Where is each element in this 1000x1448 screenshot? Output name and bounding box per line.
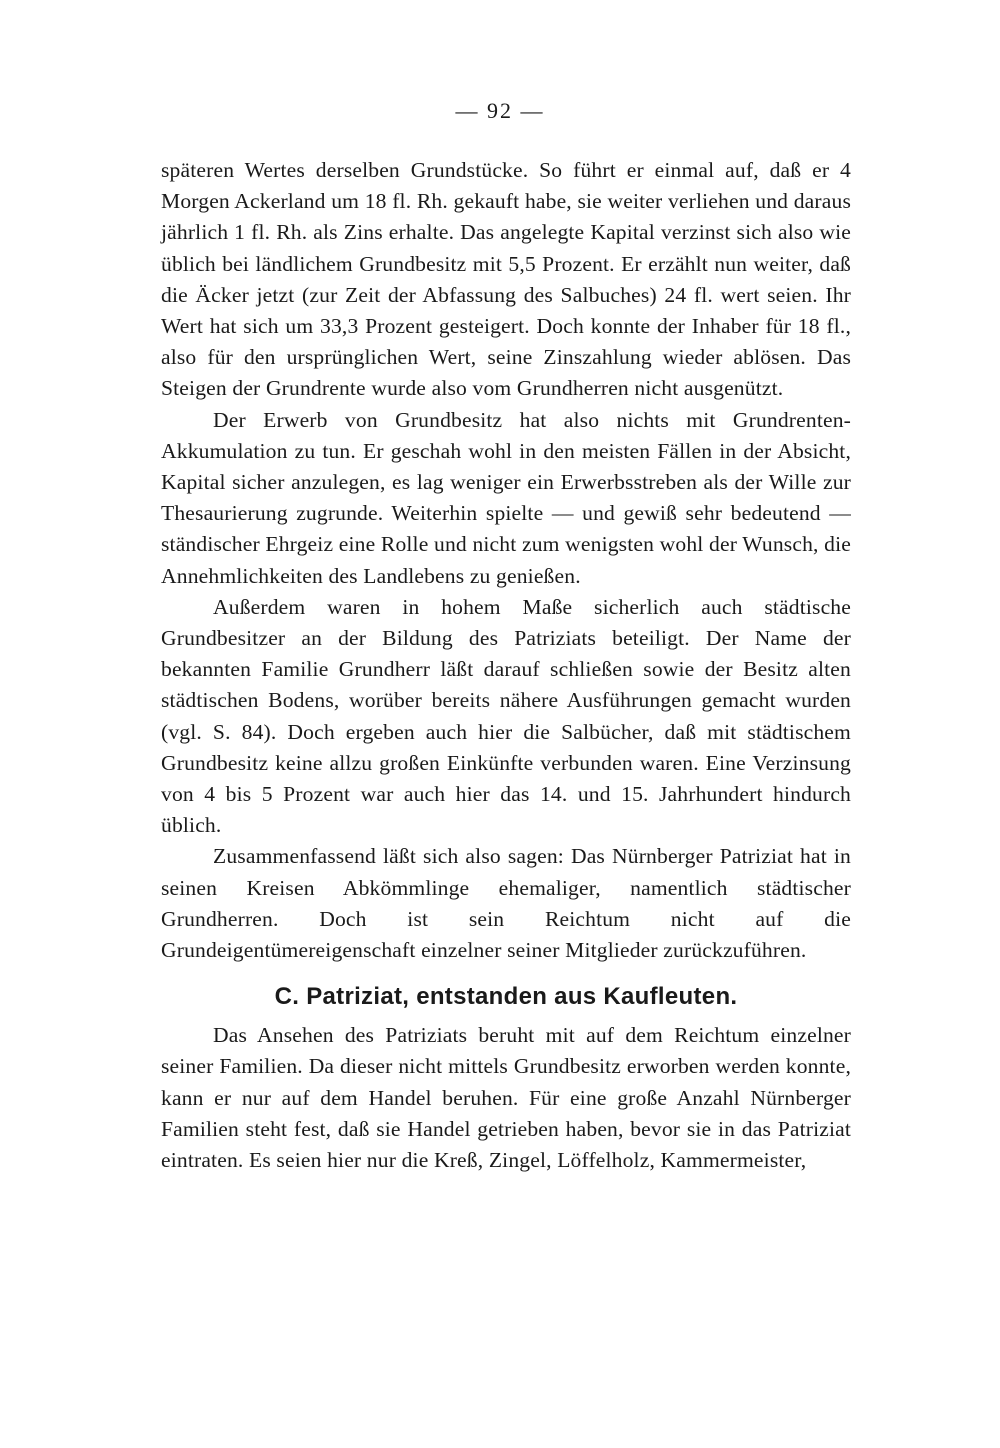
paragraph-grundbesitz: Der Erwerb von Grundbesitz hat also nichts mit Grundrenten-Akkumulation zu tun. Er geschah wohl in den meisten Fällen in der Absicht, Kapital sicher anzulegen, es lag weniger ein Erwerbsstreben als der Wille zur Thesaurierung zugrunde. Weiterhin spielte — und gewiß sehr bedeutend — ständischer Ehrgeiz eine Rolle und nicht zum wenigsten wohl der Wunsch, die Annehmlichkeiten des Landlebens zu genießen. [161,407,851,588]
paragraph-continued: späteren Wertes derselben Grundstücke. So führt er einmal auf, daß er 4 Morgen Ackerland um 18 fl. Rh. gekauft habe, sie weiter verliehen und daraus jährlich 1 fl. Rh. als Zins erhalte. Das angelegte Kapital verzinst sich also wie üblich bei ländlichem Grundbesitz mit 5,5 Prozent. Er erzählt nun weiter, daß die Äcker jetzt (zur Zeit der Abfassung des Salbuches) 24 fl. wert seien. Ihr Wert hat sich um 33,3 Prozent gesteigert. Doch konnte der Inhaber für 18 fl., also für den ursprünglichen Wert, seine Zinszahlung wieder ablösen. Das Steigen der Grundrente wurde also vom Grundherren nicht ausgenützt. [161,158,851,401]
paragraph-zusammenfassend: Zusammenfassend läßt sich also sagen: Das Nürnberger Patriziat hat in seinen Kreisen Abkömmlinge ehemaliger, namentlich städtischer Grundherren. Doch ist sein Reichtum nicht auf die Grundeigentümereigenschaft einzelner seiner Mitglieder zurückzuführen. [161,844,851,963]
paragraph-staedtische-grundbesitzer: Außerdem waren in hohem Maße sicherlich auch städtische Grundbesitzer an der Bildung des Patriziats beteiligt. Der Name der bekannten Familie Grundherr läßt darauf schließen sowie der Besitz alten städtischen Bodens, worüber bereits nähere Ausführungen gemacht wurden (vgl. S. 84). Doch ergeben auch hier die Salbücher, daß mit städtischem Grundbesitz keine allzu großen Einkünfte verbunden waren. Eine Verzinsung von 4 bis 5 Prozent war auch hier das 14. und 15. Jahrhundert hindurch üblich. [161,594,851,838]
paragraph-kaufleute: Das Ansehen des Patriziats beruht mit auf dem Reichtum einzelner seiner Familien. Da dieser nicht mittels Grundbesitz erworben werden konnte, kann er nur auf dem Handel beruhen. Für eine große Anzahl Nürnberger Familien steht fest, daß sie Handel getrieben haben, bevor sie in das Patriziat eintraten. Es seien hier nur die Kreß, Zingel, Löffelholz, Kammermeister, [161,1023,851,1173]
body-text [161,155,851,1176]
section-heading: C. Patriziat, entstanden aus Kaufleuten. [274,983,738,1011]
page-number: — 92 — [455,98,545,123]
